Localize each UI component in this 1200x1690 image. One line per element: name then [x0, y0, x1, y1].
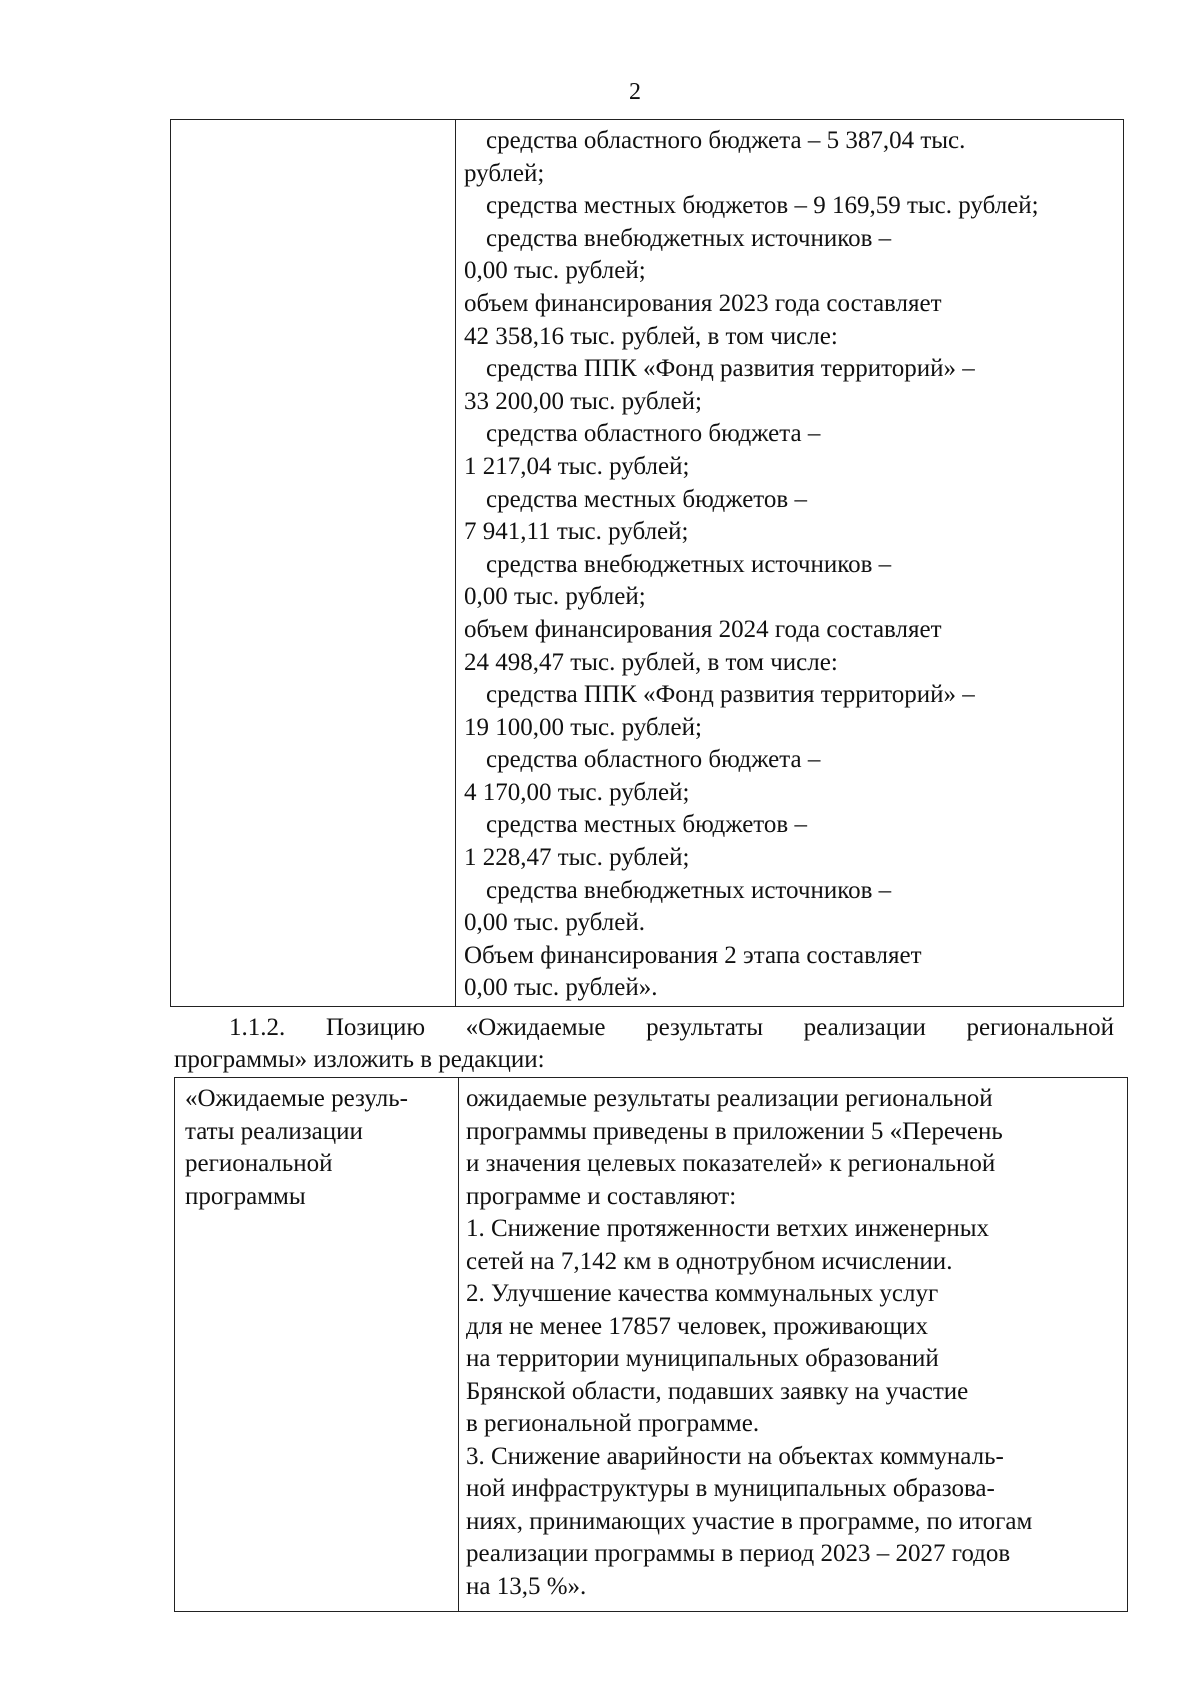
result-line: 3. Снижение аварийности на объектах коммуналь- [466, 1442, 1004, 1470]
expected-results-text-cell [466, 1083, 1032, 1603]
result-line: программе и составляют: [466, 1182, 737, 1210]
financing-line: 0,00 тыс. рублей. [464, 909, 645, 937]
financing-line: средства местных бюджетов – [486, 485, 807, 513]
financing-line: 0,00 тыс. рублей; [464, 583, 646, 611]
paragraph-line: 1.1.2. Позицию «Ожидаемые результаты реализации региональной [229, 1014, 1114, 1041]
financing-line: средства местных бюджетов – 9 169,59 тыс. рублей; [486, 192, 1039, 220]
result-line: в региональной программе. [466, 1410, 760, 1437]
financing-line: 0,00 тыс. рублей». [464, 974, 658, 1002]
financing-line: средства внебюджетных источников – [486, 876, 892, 904]
result-line: ной инфраструктуры в муниципальных образова- [466, 1475, 995, 1502]
financing-line: 42 358,16 тыс. рублей, в том числе: [464, 322, 838, 350]
financing-line: средства внебюджетных источников – [486, 550, 892, 578]
result-line: 1. Снижение протяженности ветхих инженерных [466, 1215, 990, 1242]
financing-line: средства областного бюджета – [486, 420, 821, 448]
financing-line: Объем финансирования 2 этапа составляет [464, 941, 922, 969]
expected-results-label-cell [185, 1083, 408, 1213]
result-line: ожидаемые результаты реализации региональной [466, 1085, 993, 1112]
result-line: ниях, принимающих участие в программе, по итогам [466, 1507, 1033, 1535]
financing-details-cell [464, 125, 1039, 1005]
result-line: на территории муниципальных образований [466, 1345, 939, 1372]
paragraph-line: программы» изложить в редакции: [174, 1046, 545, 1073]
financing-line: объем финансирования 2023 года составляет [464, 289, 942, 317]
financing-table [170, 119, 1124, 1007]
financing-line: средства областного бюджета – 5 387,04 тыс. [486, 127, 966, 154]
label-line: программы [185, 1182, 306, 1210]
financing-line: 19 100,00 тыс. рублей; [464, 713, 702, 741]
result-line: сетей на 7,142 км в однотрубном исчислении. [466, 1247, 953, 1275]
financing-line: средства ППК «Фонд развития территорий» – [486, 681, 975, 709]
result-line: и значения целевых показателей» к региональной [466, 1150, 996, 1177]
financing-line: 24 498,47 тыс. рублей, в том числе: [464, 648, 838, 676]
financing-line: 4 170,00 тыс. рублей; [464, 778, 690, 806]
financing-line: 33 200,00 тыс. рублей; [464, 387, 702, 415]
page-number: 2 [629, 79, 641, 105]
label-line: региональной [185, 1150, 333, 1177]
financing-line: средства внебюджетных источников – [486, 224, 892, 252]
result-line: программы приведены в приложении 5 «Перечень [466, 1117, 1003, 1145]
financing-line: средства местных бюджетов – [486, 811, 807, 839]
financing-line: рублей; [464, 159, 545, 187]
amendment-paragraph [174, 1012, 1114, 1076]
financing-line: 7 941,11 тыс. рублей; [464, 518, 689, 546]
label-line: таты реализации [185, 1117, 363, 1145]
financing-line: 1 217,04 тыс. рублей; [464, 452, 690, 480]
result-line: реализации программы в период 2023 – 2027 годов [466, 1540, 1011, 1567]
label-line: «Ожидаемые резуль- [185, 1085, 408, 1112]
financing-line: 1 228,47 тыс. рублей; [464, 844, 690, 872]
result-line: на 13,5 %». [466, 1572, 587, 1600]
table-column-divider [458, 1078, 459, 1611]
financing-line: 0,00 тыс. рублей; [464, 257, 646, 285]
expected-results-table [174, 1077, 1128, 1612]
financing-line: средства ППК «Фонд развития территорий» – [486, 355, 975, 383]
financing-line: объем финансирования 2024 года составляет [464, 615, 942, 643]
result-line: 2. Улучшение качества коммунальных услуг [466, 1280, 939, 1307]
result-line: для не менее 17857 человек, проживающих [466, 1312, 928, 1340]
financing-line: средства областного бюджета – [486, 746, 821, 774]
result-line: Брянской области, подавших заявку на участие [466, 1377, 969, 1405]
table-column-divider [455, 120, 456, 1006]
